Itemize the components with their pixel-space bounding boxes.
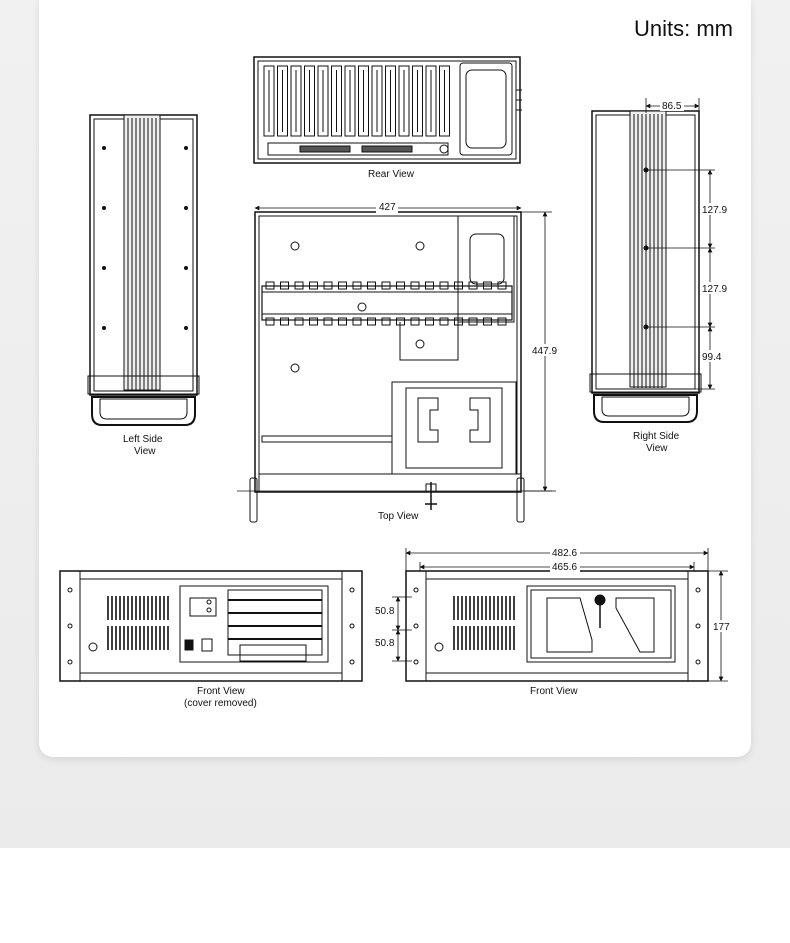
dim-top-width: 427 (379, 202, 396, 213)
front-grille-right (454, 596, 514, 650)
left-side-label-1: Left Side (123, 434, 163, 445)
dim-front-height: 177 (713, 622, 730, 633)
top-view-label: Top View (378, 511, 419, 522)
front-view-label: Front View (530, 686, 578, 697)
dim-front-width-outer: 482.6 (552, 548, 578, 559)
slot-clip (440, 318, 448, 325)
right-side-label-2: View (646, 443, 668, 454)
left-side-view (88, 115, 199, 425)
rear-expansion-slots (264, 66, 450, 136)
front-cover-removed-label-2: (cover removed) (184, 698, 257, 709)
slot-clip (339, 318, 347, 325)
front-view-cover-removed (60, 571, 362, 681)
top-view (237, 212, 556, 522)
left-side-label-2: View (134, 446, 156, 457)
slot-clip (382, 318, 390, 325)
dim-right-seg2: 127.9 (702, 284, 728, 295)
slot-clip (324, 318, 332, 325)
dim-front-width-inner: 465.6 (552, 562, 578, 573)
dim-front-bay1: 50.8 (375, 606, 395, 617)
rear-view-label: Rear View (368, 169, 414, 180)
slot-clip (353, 318, 361, 325)
slot-clip (281, 318, 289, 325)
slot-clip (411, 318, 419, 325)
dim-right-top: 86.5 (662, 101, 682, 112)
dim-right-seg1: 127.9 (702, 205, 728, 216)
slot-clip (310, 318, 318, 325)
slot-clip (295, 318, 303, 325)
front-cover-removed-label-1: Front View (197, 686, 245, 697)
dim-front-bay2: 50.8 (375, 638, 395, 649)
slot-clip (266, 318, 274, 325)
units-label: Units: mm (634, 16, 733, 41)
rear-view (254, 57, 522, 163)
right-side-label-1: Right Side (633, 431, 680, 442)
front-view (406, 571, 708, 681)
dim-top-depth: 447.9 (532, 346, 558, 357)
slot-clip (426, 318, 434, 325)
dim-right-seg3: 99.4 (702, 352, 722, 363)
top-view-slot-clips (266, 282, 506, 325)
slot-clip (368, 318, 376, 325)
front-grille-left (108, 596, 168, 650)
right-side-view (590, 98, 715, 422)
